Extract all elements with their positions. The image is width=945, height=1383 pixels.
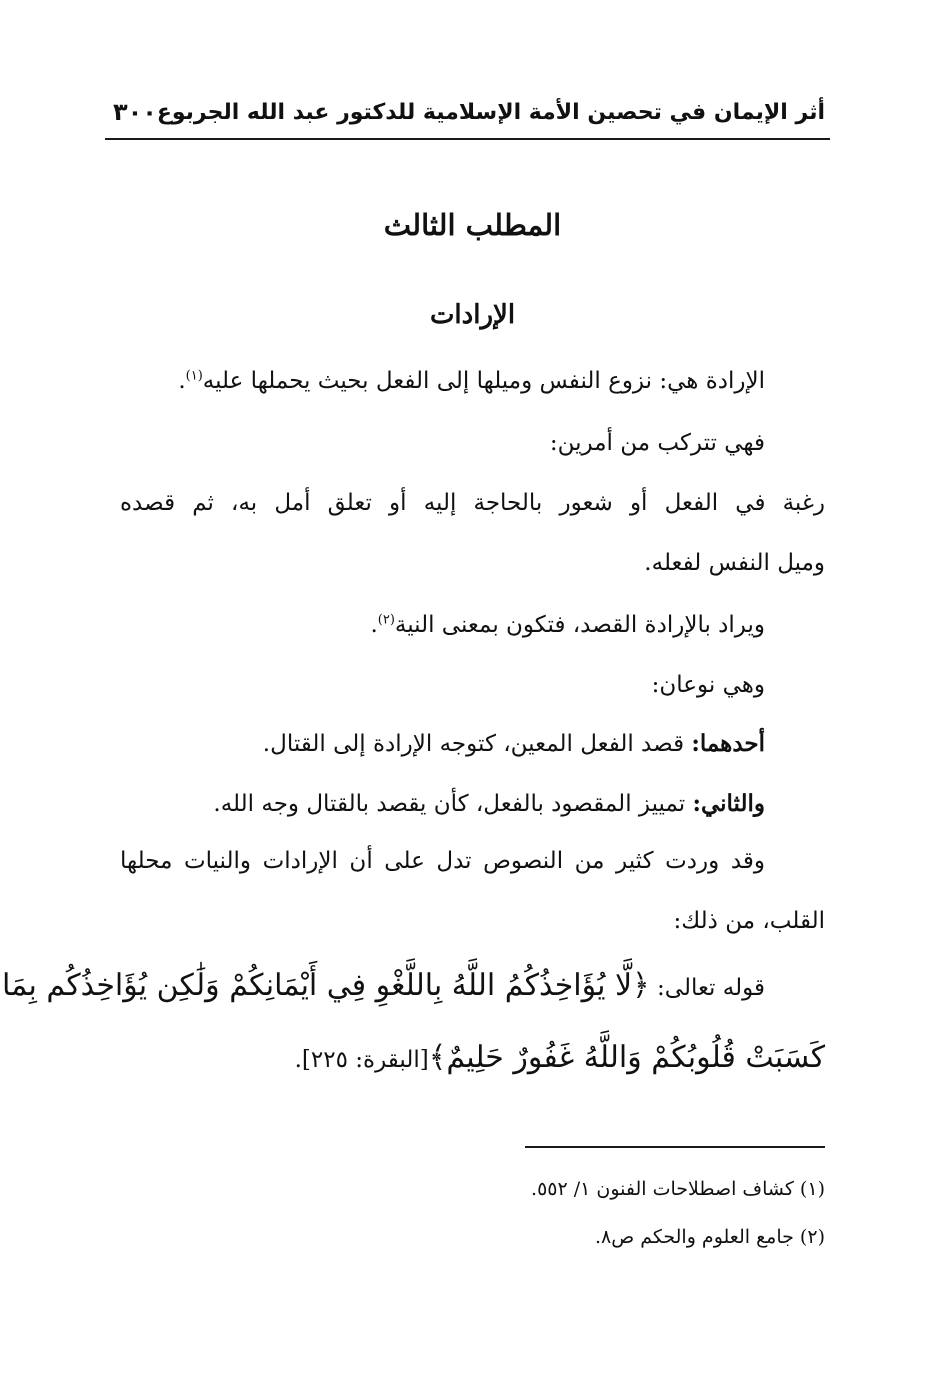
paragraph-desire-line2: وميل النفس لفعله.: [644, 550, 825, 576]
section-title: المطلب الثالث: [383, 208, 562, 242]
footnote-ref: (١): [185, 368, 203, 384]
section-subtitle: الإرادات: [429, 300, 516, 330]
paragraph-composition: فهي تتركب من أمرين:: [549, 430, 765, 456]
header-rule: [105, 138, 830, 140]
type-label: والثاني:: [692, 790, 765, 817]
paragraph-end: .: [178, 368, 186, 394]
paragraph-evidence-line1: وقد وردت كثير من النصوص تدل على أن الإرادات والنيات محلها: [120, 848, 765, 874]
footnote-ref: (٢): [377, 612, 395, 628]
footnote-2: (٢) جامع العلوم والحكم ص٨.: [594, 1226, 825, 1248]
paragraph-end: .: [370, 612, 378, 638]
type-text: تمييز المقصود بالفعل، كأن يقصد بالقتال وجه الله.: [213, 791, 693, 817]
verse-reference: [البقرة: ٢٢٥].: [294, 1047, 429, 1073]
verse-intro: قوله تعالى:: [649, 975, 765, 1001]
quran-verse-line2: [295, 1040, 825, 1075]
paragraph-definition: [178, 368, 765, 394]
type-label: أحدهما:: [691, 730, 765, 757]
verse-text: ﴿لَّا يُؤَاخِذُكُمُ اللَّهُ بِاللَّغْوِ فِي أَيْمَانِكُمْ وَلَٰكِن يُؤَاخِذُكُم بِمَا: [2, 968, 650, 1003]
quran-verse-line1: [2, 968, 765, 1003]
footnote-1: (١) كشاف اصطلاحات الفنون ١/ ٥٥٢.: [531, 1178, 825, 1200]
verse-text: كَسَبَتْ قُلُوبُكُمْ وَاللَّهُ غَفُورٌ حَلِيمٌ﴾: [428, 1040, 825, 1075]
paragraph-types: وهي نوعان:: [651, 672, 765, 698]
paragraph-type-two: [213, 790, 765, 817]
paragraph-text: ويراد بالإرادة القصد، فتكون بمعنى النية: [394, 612, 765, 638]
paragraph-desire-line1: رغبة في الفعل أو شعور بالحاجة إليه أو تعلق أمل به، ثم قصده: [120, 490, 825, 516]
page-number: ٣٠٠: [113, 98, 157, 126]
footnote-rule: [525, 1146, 825, 1148]
type-text: قصد الفعل المعين، كتوجه الإرادة إلى القتال.: [262, 731, 692, 757]
paragraph-type-one: [263, 730, 765, 757]
paragraph-intention: [370, 612, 765, 638]
running-title: أثر الإيمان في تحصين الأمة الإسلامية للدكتور عبد الله الجربوع: [156, 100, 825, 125]
paragraph-text: الإرادة هي: نزوع النفس وميلها إلى الفعل بحيث يحملها عليه: [202, 368, 765, 394]
paragraph-evidence-line2: القلب، من ذلك:: [673, 908, 825, 934]
page-header: [105, 92, 825, 136]
